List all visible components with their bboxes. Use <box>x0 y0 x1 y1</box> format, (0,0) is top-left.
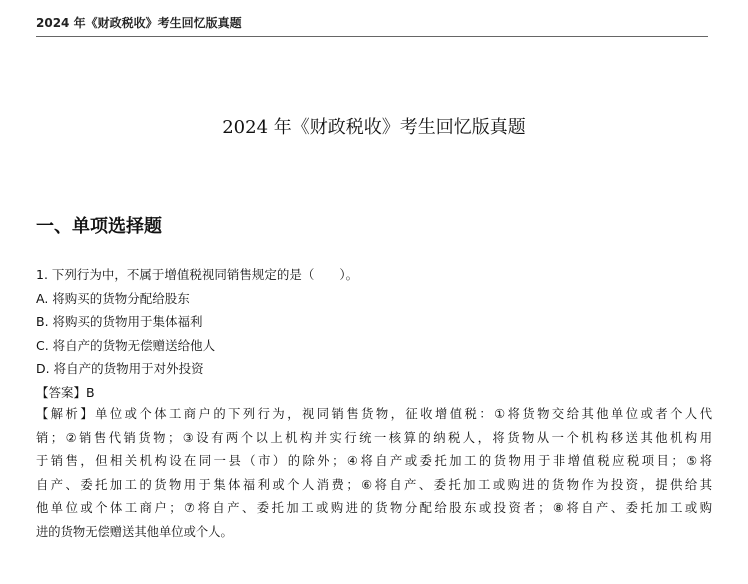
option-d: D. 将自产的货物用于对外投资 <box>36 361 204 376</box>
header-divider <box>36 36 708 37</box>
option-b: B. 将购买的货物用于集体福利 <box>36 314 203 329</box>
analysis-line: 进的货物无偿赠送其他单位或个人。 <box>36 524 233 539</box>
analysis-block <box>36 403 712 544</box>
document-title: 2024 年《财政税收》考生回忆版真题 <box>222 117 526 138</box>
question-stem: 1. 下列行为中，不属于增值税视同销售规定的是（ ）。 <box>36 267 359 282</box>
option-c: C. 将自产的货物无偿赠送给他人 <box>36 337 216 353</box>
analysis-line: 【解析】单位或个体工商户的下列行为，视同销售货物，征收增值税：①将货物交给其他单位或者个人代 <box>36 407 712 421</box>
question-block <box>36 263 716 404</box>
option-a: A. 将购买的货物分配给股东 <box>36 290 190 306</box>
section-heading: 一、单项选择题 <box>36 216 162 237</box>
analysis-line: 他单位或个体工商户；⑦将自产、委托加工或购进的货物分配给股东或投资者；⑧将自产、委托加工或购 <box>36 501 712 515</box>
analysis-line: 于销售，但相关机构设在同一县（市）的除外；④将自产或委托加工的货物用于非增值税应税项目；⑤将 <box>36 454 712 468</box>
analysis-line: 自产、委托加工的货物用于集体福利或个人消费；⑥将自产、委托加工或购进的货物作为投资，提供给其 <box>36 477 712 492</box>
answer: 【答案】B <box>36 384 95 400</box>
analysis-line: 销；②销售代销货物；③设有两个以上机构并实行统一核算的纳税人，将货物从一个机构移送其他机构用 <box>36 430 712 445</box>
running-header: 2024 年《财政税收》考生回忆版真题 <box>36 16 242 30</box>
